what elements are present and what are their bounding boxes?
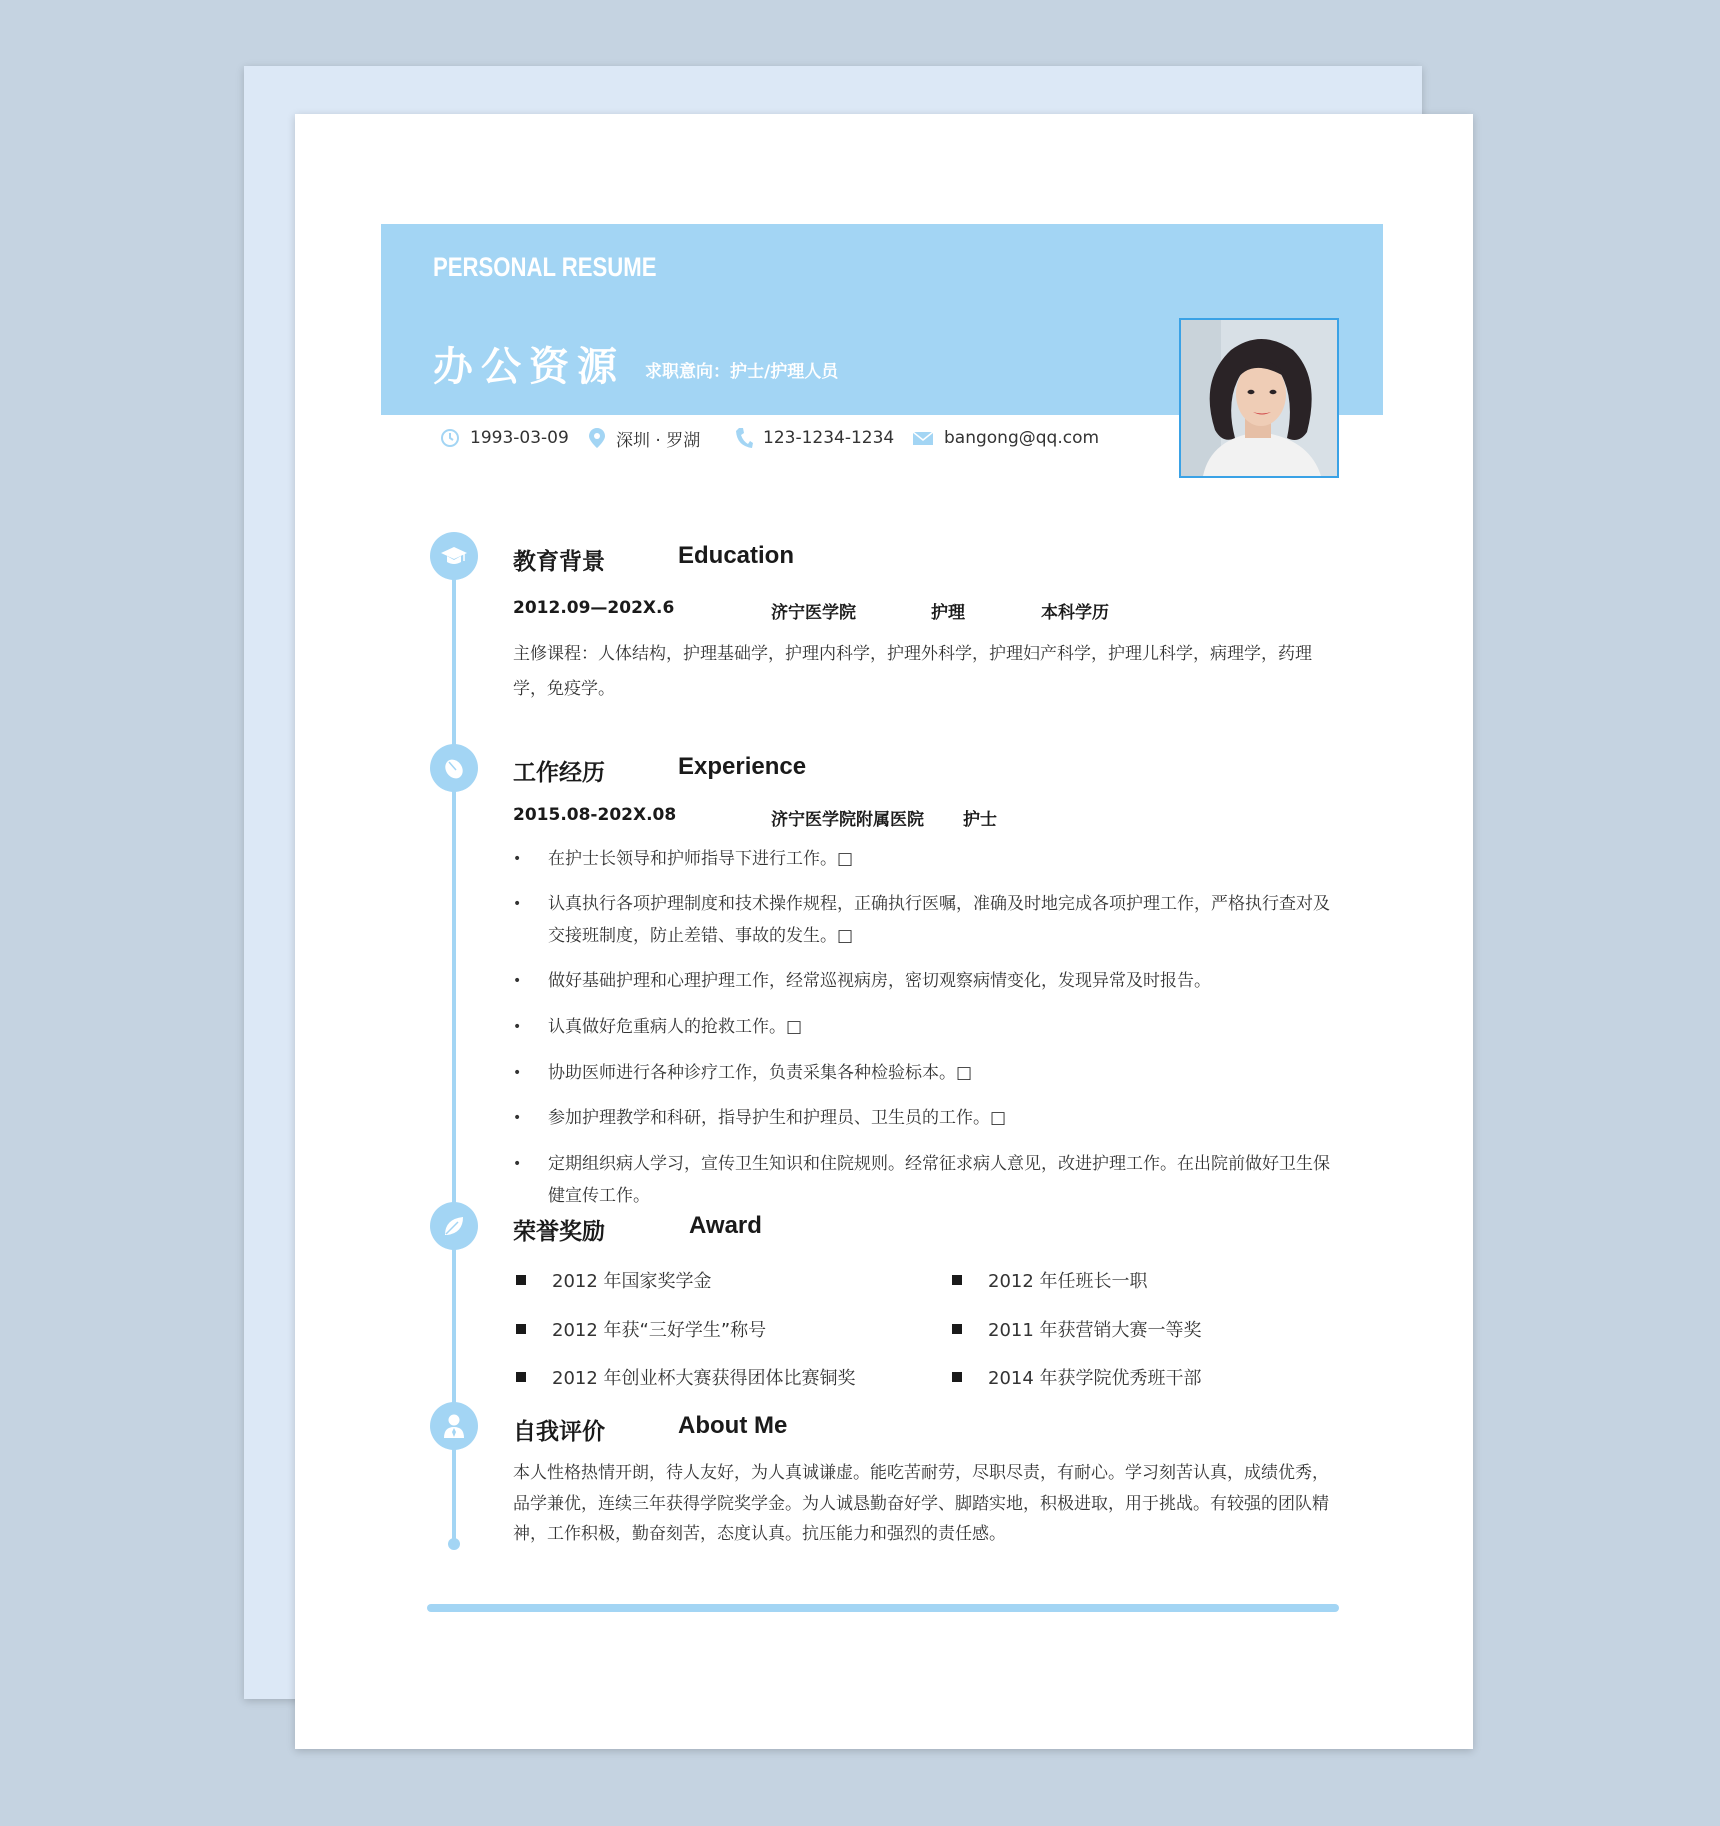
award-item-text: 2012 年创业杯大赛获得团体比赛铜奖 xyxy=(552,1368,856,1389)
leaf-icon xyxy=(441,1213,467,1239)
square-bullet-icon xyxy=(516,1275,526,1285)
education-degree: 本科学历 xyxy=(1041,603,1109,623)
education-courses: 主修课程：人体结构，护理基础学，护理内科学，护理外科学，护理妇产科学，护理儿科学，病理学，药理学，免疫学。 xyxy=(513,644,1312,699)
square-bullet-icon xyxy=(952,1324,962,1334)
contact-phone xyxy=(735,425,894,451)
award-item xyxy=(952,1267,1148,1293)
experience-item-text: 认真执行各项护理制度和技术操作规程，正确执行医嘱，准确及时地完成各项护理工作，严格执行查对及交接班制度，防止差错、事故的发生。□ xyxy=(548,894,1330,946)
award-item xyxy=(952,1364,1202,1390)
award-item xyxy=(952,1316,1202,1342)
education-school: 济宁医学院 xyxy=(771,603,856,623)
mail-icon xyxy=(912,430,934,446)
timeline-line xyxy=(452,548,456,1544)
email-address: bangong@qq.com xyxy=(944,428,1100,448)
education-major: 护理 xyxy=(931,603,965,623)
experience-title-cn: 工作经历 xyxy=(513,760,605,786)
experience-title-en: Experience xyxy=(678,753,807,780)
award-item xyxy=(516,1267,712,1293)
experience-item-text: 做好基础护理和心理护理工作，经常巡视病房，密切观察病情变化，发现异常及时报告。 xyxy=(548,971,1211,991)
award-item-text: 2011 年获营销大赛一等奖 xyxy=(988,1320,1202,1341)
bullet: • xyxy=(513,851,522,867)
education-title-cn: 教育背景 xyxy=(513,549,605,575)
experience-item-text: 定期组织病人学习，宣传卫生知识和住院规则。经常征求病人意见，改进护理工作。在出院前做好卫生保健宣传工作。 xyxy=(548,1154,1330,1206)
award-bubble xyxy=(430,1202,478,1250)
portrait-illustration xyxy=(1181,320,1337,476)
person-icon xyxy=(442,1413,466,1439)
contact-email xyxy=(912,425,1099,451)
education-title-en: Education xyxy=(678,542,795,569)
birth-date: 1993-03-09 xyxy=(470,428,569,448)
experience-bubble xyxy=(430,744,478,792)
bullet: • xyxy=(513,973,522,989)
bullet: • xyxy=(513,896,522,912)
award-item-text: 2014 年获学院优秀班干部 xyxy=(988,1368,1202,1389)
bullet: • xyxy=(513,1110,522,1126)
education-bubble xyxy=(430,532,478,580)
mouse-icon xyxy=(441,755,467,781)
award-title-en: Award xyxy=(689,1212,762,1239)
experience-item-text: 在护士长领导和护师指导下进行工作。□ xyxy=(548,849,854,869)
profile-photo xyxy=(1179,318,1339,478)
education-period: 2012.09—202X.6 xyxy=(513,598,675,618)
award-item-text: 2012 年任班长一职 xyxy=(988,1271,1148,1292)
resume-title: PERSONAL RESUME xyxy=(433,252,657,282)
phone-icon xyxy=(735,427,753,449)
experience-period: 2015.08-202X.08 xyxy=(513,805,677,825)
award-item-text: 2012 年获“三好学生”称号 xyxy=(552,1320,767,1341)
clock-icon xyxy=(440,428,460,448)
contact-birth xyxy=(440,425,569,451)
experience-role: 护士 xyxy=(963,810,997,830)
award-title-cn: 荣誉奖励 xyxy=(513,1219,605,1245)
timeline-end-dot xyxy=(448,1538,460,1550)
award-item xyxy=(516,1364,856,1390)
square-bullet-icon xyxy=(952,1372,962,1382)
experience-item-text: 参加护理教学和科研，指导护生和护理员、卫生员的工作。□ xyxy=(548,1108,1007,1128)
about-title-en: About Me xyxy=(678,1412,788,1439)
square-bullet-icon xyxy=(516,1372,526,1382)
bullet: • xyxy=(513,1065,522,1081)
footer-bar xyxy=(427,1604,1339,1612)
experience-company: 济宁医学院附属医院 xyxy=(771,810,924,830)
contact-location xyxy=(588,425,700,451)
square-bullet-icon xyxy=(952,1275,962,1285)
location-pin-icon xyxy=(588,427,606,449)
person-name: 办公资源 xyxy=(433,344,625,390)
square-bullet-icon xyxy=(516,1324,526,1334)
experience-item-text: 认真做好危重病人的抢救工作。□ xyxy=(548,1017,803,1037)
experience-item-text: 协助医师进行各种诊疗工作，负责采集各种检验标本。□ xyxy=(548,1063,973,1083)
bullet: • xyxy=(513,1156,522,1172)
graduation-cap-icon xyxy=(440,544,468,568)
about-bubble xyxy=(430,1402,478,1450)
phone-number: 123-1234-1234 xyxy=(763,428,895,448)
about-text: 本人性格热情开朗，待人友好，为人真诚谦虚。能吃苦耐劳，尽职尽责，有耐心。学习刻苦认真，成绩优秀，品学兼优，连续三年获得学院奖学金。为人诚恳勤奋好学、脚踏实地，积极进取，用于挑战。有较强的团队精神，工作积极，勤奋刻苦，态度认真。抗压能力和强烈的责任感。 xyxy=(513,1463,1329,1544)
location-text: 深圳 · 罗湖 xyxy=(616,430,701,451)
award-item xyxy=(516,1316,766,1342)
job-intent: 求职意向：护士/护理人员 xyxy=(645,362,839,382)
bullet: • xyxy=(513,1019,522,1035)
award-item-text: 2012 年国家奖学金 xyxy=(552,1271,712,1292)
about-title-cn: 自我评价 xyxy=(513,1419,605,1445)
